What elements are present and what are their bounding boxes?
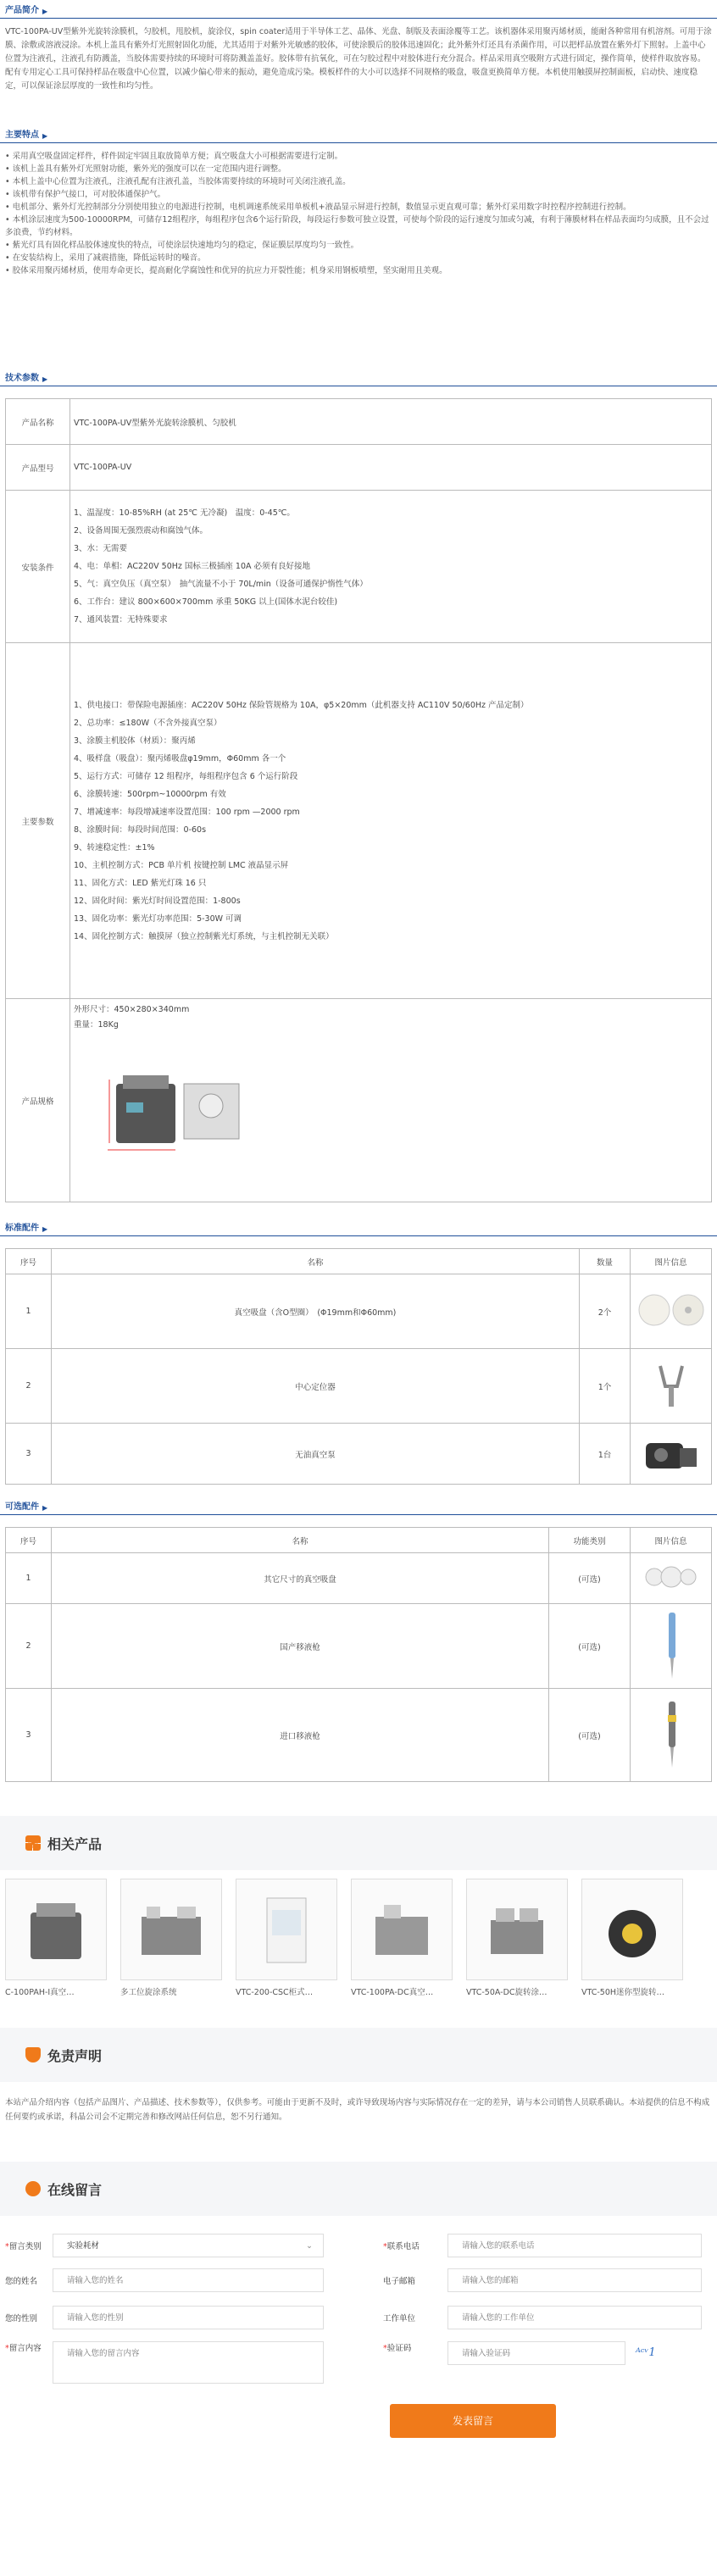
item-name: 真空吸盘（含O型圈） (Φ19mm和Φ60mm) <box>52 1274 580 1349</box>
work-input[interactable]: 请输入您的工作单位 <box>447 2306 702 2329</box>
related-caption: VTC-50H迷你型旋转… <box>581 1988 665 1997</box>
col-header: 功能类别 <box>549 1528 631 1553</box>
env-line: 3、水：无需要 <box>74 544 128 553</box>
feature-item: • 该机带有保护气接口，可对胶体通保护气。 <box>5 188 712 201</box>
form-row <box>0 2229 717 2262</box>
param-line: 4、吸样盘（吸盘）：聚丙烯吸盘φ19mm，Φ60mm 各一个 <box>74 753 286 763</box>
related-item[interactable] <box>236 1879 344 2006</box>
spec-key: 产品型号 <box>6 445 70 491</box>
message-form <box>0 2229 717 2438</box>
name-input[interactable]: 请输入您的姓名 <box>53 2268 324 2292</box>
spec-key: 产品规格 <box>6 999 70 1202</box>
product-photo <box>99 1050 252 1160</box>
param-line: 14、固化控制方式：触摸屏（独立控制紫光灯系统，与主机控制无关联） <box>74 931 334 941</box>
disclaimer-text: 本站产品介绍内容（包括产品图片、产品描述、技术参数等），仅供参考。可能由于更新不及时，或许导致现场内容与实际情况存在一定的差异，请与本公司销售人员联系确认。本站提供的信息不构成任何要约或承诺，科晶公司会不定期完善和修改网站任何信息，恕不另行通知。 <box>5 2098 710 2122</box>
related-caption: C-100PAH-I真空… <box>5 1988 75 1997</box>
col-header: 序号 <box>6 1249 52 1274</box>
product-thumb <box>18 1891 94 1968</box>
product-thumb <box>364 1891 440 1968</box>
row-number: 2 <box>6 1604 52 1689</box>
type-select[interactable]: 实验耗材 ⌄ <box>53 2234 324 2257</box>
spec-key: 产品名称 <box>6 399 70 445</box>
pipette-photo <box>654 1609 688 1680</box>
optional-table <box>5 1527 712 1782</box>
table-row <box>6 1604 712 1689</box>
col-header: 名称 <box>52 1249 580 1274</box>
item-type: (可选) <box>549 1553 631 1604</box>
work-label: 工作单位 <box>383 2314 416 2323</box>
env-line: 4、电：单相：AC220V 50Hz 国标三极插座 10A 必须有良好接地 <box>74 562 311 571</box>
gender-input[interactable]: 请输入您的性别 <box>53 2306 324 2329</box>
related-caption: VTC-50A-DC旋转涂… <box>466 1988 547 1997</box>
env-line: 5、气：真空负压（真空泵） 抽气流量不小于 70L/min（设备可通保护惰性气体） <box>74 580 368 589</box>
col-header: 图片信息 <box>631 1249 712 1274</box>
col-header: 序号 <box>6 1528 52 1553</box>
name-label: 您的姓名 <box>5 2277 38 2286</box>
features-list <box>0 143 717 368</box>
chat-icon <box>25 2181 41 2196</box>
size-weight: 重量：18Kg <box>74 1020 119 1030</box>
param-line: 2、总功率：≤180W（不含外接真空泵） <box>74 718 222 728</box>
main-params <box>70 643 712 999</box>
related-caption: VTC-100PA-DC真空… <box>351 1988 434 1997</box>
intro-text: VTC-100PA-UV型紫外光旋转涂膜机，匀胶机，甩胶机，旋涂仪，spin coater适用于半导体工艺、晶体、光盘、制版及表面涂覆等工艺。该机器体采用聚丙烯材质，能耐各种常用有机溶剂。可用于涂膜、涂敷或溶液浸涂。本机上盖具有紫外灯光照射固化功能，尤其适用于对紫外光敏感的胶体，可使涂膜后的胶体迅速固化；此外紫外灯还具有杀菌作用，可以把样品放置在紫外灯下照射。上盖中心位置为注液孔，注液孔有防溅盖，当胶体需要持续的环境时可将防溅盖盖好。胶体带有抗氧化，可在匀胶过程中对胶体进行充分混合。样品采用真空吸附方式进行固定，操作简单，使样件取放容易。配有专用定心工具可保持样品在吸盘中心位置，以减少偏心带来的振动，避免造成污染。模板样件的大小可以选择不同规格的吸盘，吸盘更换简单方便。本机使用触摸屏控制面板，启动快、速度稳定，可以保证涂层厚度的一致性和均匀性。 <box>5 27 712 91</box>
related-item[interactable] <box>5 1879 114 2006</box>
disclaimer-heading: 免责声明 <box>0 2028 717 2082</box>
related-item[interactable] <box>581 1879 690 2006</box>
code-input[interactable]: 请输入验证码 <box>447 2341 625 2365</box>
param-line: 12、固化时间：紫光灯时间设置范围：1-800s <box>74 896 241 906</box>
col-header: 名称 <box>52 1528 549 1553</box>
msg-label: *留言内容 <box>5 2344 42 2353</box>
item-type: (可选) <box>549 1689 631 1782</box>
env-conditions <box>70 491 712 643</box>
vacuum-chuck-photo <box>636 1289 707 1331</box>
message-heading: 在线留言 <box>0 2162 717 2216</box>
table-row <box>6 1553 712 1604</box>
standard-table <box>5 1248 712 1485</box>
env-line: 2、设备周围无强烈震动和腐蚀气体。 <box>74 526 208 536</box>
vacuum-pump-photo <box>636 1431 707 1474</box>
item-name: 进口移液枪 <box>52 1689 549 1782</box>
product-size <box>70 999 712 1202</box>
grid-icon <box>25 1835 41 1851</box>
env-line: 7、通风装置：无特殊要求 <box>74 615 168 625</box>
param-line: 7、增减速率：每段增减速率设置范围：100 rpm —2000 rpm <box>74 807 300 817</box>
param-line: 10、主机控制方式：PCB 单片机 按键控制 LMC 液晶显示屏 <box>74 860 289 870</box>
table-row <box>6 1274 712 1349</box>
item-type: (可选) <box>549 1604 631 1689</box>
row-number: 3 <box>6 1424 52 1485</box>
param-line: 5、运行方式：可储存 12 组程序，每组程序包含 6 个运行阶段 <box>74 771 298 781</box>
param-line: 1、供电接口：带保险电源插座：AC220V 50Hz 保险管规格为 10A，φ5×20mm（此机器支持 AC110V 50/60Hz 产品定制） <box>74 700 529 710</box>
item-name: 其它尺寸的真空吸盘 <box>52 1553 549 1604</box>
param-line: 3、涂膜主机胶体（材质）：聚丙烯 <box>74 736 196 746</box>
related-item[interactable] <box>351 1879 459 2006</box>
related-caption: VTC-200-CSC柜式… <box>236 1988 314 1997</box>
item-qty: 2个 <box>580 1274 631 1349</box>
standard-heading: 标准配件 ▶ <box>0 1218 717 1236</box>
chuck-set-photo <box>637 1560 705 1594</box>
chevron-down-icon: ⌄ <box>306 2241 313 2251</box>
related-heading: 相关产品 <box>0 1816 717 1870</box>
center-locator-photo <box>650 1361 692 1408</box>
row-number: 2 <box>6 1349 52 1424</box>
pipette-photo <box>654 1698 688 1769</box>
feature-item: • 采用真空吸盘固定样件，样件固定牢固且取放简单方便；真空吸盘大小可根据需要进行定制。 <box>5 150 712 163</box>
size-dim: 外形尺寸：450×280×340mm <box>74 1005 190 1014</box>
item-name: 无油真空泵 <box>52 1424 580 1485</box>
row-number: 1 <box>6 1553 52 1604</box>
feature-item: • 在安装结构上，采用了减震措施，降低运转时的噪音。 <box>5 252 712 264</box>
features-heading: 主要特点 ▶ <box>0 125 717 143</box>
type-label: *留言类别 <box>5 2242 42 2251</box>
param-line: 11、固化方式：LED 紫光灯珠 16 只 <box>74 878 207 888</box>
feature-item: • 本机上盖中心位置为注液孔，注液孔配有注液孔盖，当胶体需要持续的环境时可关闭注液孔盖。 <box>5 175 712 188</box>
row-number: 1 <box>6 1274 52 1349</box>
feature-item: • 胶体采用聚丙烯材质，使用寿命更长，提高耐化学腐蚀性和优异的抗应力开裂性能；机身采用钢板喷塑，坚实耐用且美观。 <box>5 264 712 277</box>
phone-label: *联系电话 <box>383 2242 420 2251</box>
table-row <box>6 1349 712 1424</box>
msg-textarea[interactable]: 请输入您的留言内容 <box>53 2341 324 2384</box>
col-header: 图片信息 <box>631 1528 712 1553</box>
related-products <box>0 1879 717 2006</box>
table-row <box>6 1689 712 1782</box>
specs-heading: 技术参数 ▶ <box>0 368 717 386</box>
item-name: 国产移液枪 <box>52 1604 549 1689</box>
param-line: 6、涂膜转速：500rpm~10000rpm 有效 <box>74 789 226 799</box>
related-item[interactable] <box>120 1879 229 2006</box>
spec-value: VTC-100PA-UV <box>70 445 712 491</box>
captcha-image[interactable]: ᴬᶜᵛ1 <box>636 2346 656 2359</box>
optional-heading: 可选配件 ▶ <box>0 1496 717 1515</box>
product-thumb <box>248 1891 325 1968</box>
item-qty: 1台 <box>580 1424 631 1485</box>
phone-input[interactable]: 请输入您的联系电话 <box>447 2234 702 2257</box>
feature-item: • 电机部分、紫外灯光控制部分分别使用独立的电源进行控制，电机调速系统采用单板机+液晶显示屏进行控制，数值显示更直观可靠；紫外灯采用数字时控程序控制进行控制。 <box>5 201 712 214</box>
env-line: 1、温湿度：10-85%RH (at 25℃ 无冷凝) 温度：0-45℃。 <box>74 508 295 518</box>
env-line: 6、工作台：建议 800×600×700mm 承重 50KG 以上(国体水泥台较佳) <box>74 597 338 607</box>
related-caption: 多工位旋涂系统 <box>120 1988 177 1997</box>
gender-label: 您的性别 <box>5 2314 38 2323</box>
form-row <box>0 2299 717 2336</box>
table-row <box>6 1424 712 1485</box>
param-line: 9、转速稳定性：±1% <box>74 842 155 852</box>
product-thumb <box>479 1891 555 1968</box>
feature-item: • 紫光灯具有固化样品胶体速度快的特点，可使涂层快速地均匀的稳定，保证膜层厚度均匀一致性。 <box>5 239 712 252</box>
form-row <box>0 2336 717 2387</box>
spec-key: 安装条件 <box>6 491 70 643</box>
related-item[interactable] <box>466 1879 575 2006</box>
intro-heading: 产品简介 ▶ <box>0 0 717 19</box>
param-line: 13、固化功率：紫光灯功率范围：5-30W 可调 <box>74 913 242 924</box>
email-input[interactable]: 请输入您的邮箱 <box>447 2268 702 2292</box>
specs-table <box>5 398 712 1202</box>
product-thumb <box>594 1891 670 1968</box>
product-thumb <box>133 1891 209 1968</box>
email-label: 电子邮箱 <box>383 2277 416 2286</box>
feature-item: • 该机上盖具有紫外灯光照射功能，紫外光的强度可以在一定范围内进行调整。 <box>5 163 712 175</box>
feature-item: • 本机涂层速度为500-10000RPM，可储存12组程序，每组程序包含6个运行阶段，每段运行参数可独立设置，可使每个阶段的运行速度匀加或匀减，有利于薄膜材料在样品表面均匀成膜，且不会过多浪费，节约材料。 <box>5 214 712 239</box>
code-label: *验证码 <box>383 2344 412 2353</box>
item-qty: 1个 <box>580 1349 631 1424</box>
col-header: 数量 <box>580 1249 631 1274</box>
shield-icon <box>25 2047 41 2062</box>
row-number: 3 <box>6 1689 52 1782</box>
submit-button[interactable]: 发表留言 <box>390 2404 556 2438</box>
param-line: 8、涂膜时间：每段时间范围：0-60s <box>74 824 207 835</box>
spec-value: VTC-100PA-UV型紫外光旋转涂膜机、匀胶机 <box>70 399 712 445</box>
spec-key: 主要参数 <box>6 643 70 999</box>
item-name: 中心定位器 <box>52 1349 580 1424</box>
form-row <box>0 2262 717 2299</box>
